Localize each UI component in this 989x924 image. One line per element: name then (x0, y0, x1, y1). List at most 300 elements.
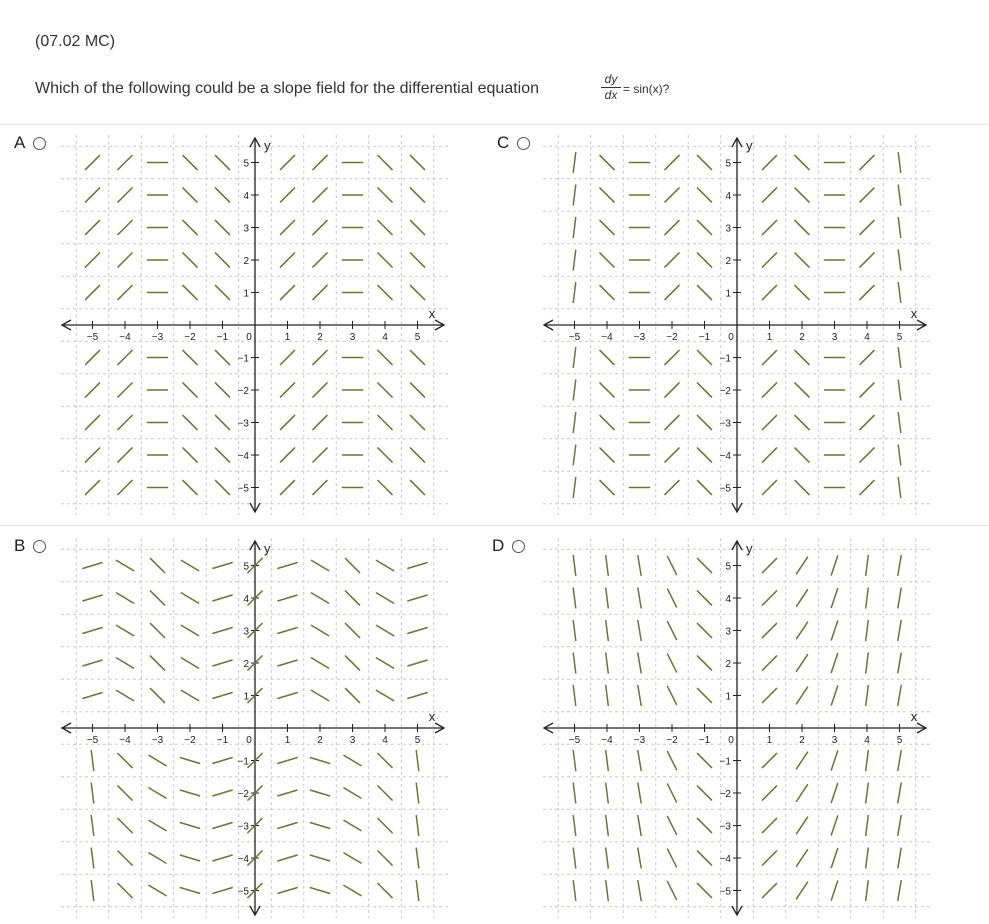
slope-segment (83, 595, 102, 601)
slope-segment (378, 480, 392, 494)
y-tick-label: 3 (725, 626, 731, 638)
slope-segment (665, 285, 679, 299)
choice-b[interactable] (14, 536, 46, 556)
slope-segment (638, 621, 641, 641)
choice-d-letter: D (492, 536, 505, 555)
slope-segment (600, 155, 614, 169)
slope-segment (180, 888, 199, 894)
slope-segment (215, 383, 229, 397)
slope-segment (280, 188, 294, 202)
slope-segment (796, 622, 807, 639)
slope-segment (313, 253, 327, 267)
y-tick-label: 5 (725, 561, 731, 573)
slope-segment (697, 220, 711, 234)
slope-segment (600, 285, 614, 299)
slope-segment (762, 883, 776, 897)
y-tick-label: 2 (243, 256, 249, 267)
slope-segment (150, 623, 164, 637)
slope-segment (310, 855, 329, 861)
x-tick-label: −5 (86, 332, 99, 343)
y-axis-label: y (746, 541, 753, 556)
y-tick-label: 4 (725, 594, 731, 605)
divider-middle (0, 525, 989, 526)
slope-segment (831, 654, 837, 673)
slope-segment (116, 560, 133, 570)
slope-segment (280, 155, 294, 169)
slope-segment (118, 285, 132, 299)
y-tick-label: 4 (243, 191, 249, 202)
slope-segment (573, 413, 575, 433)
x-tick-label: 2 (317, 735, 323, 746)
question-text: Which of the following could be a slope field for the differential equation (35, 80, 540, 97)
slope-segment (762, 558, 776, 572)
x-tick-label: 4 (864, 735, 870, 746)
slope-segment (668, 817, 677, 835)
slope-segment (410, 480, 424, 494)
slope-segment (665, 383, 679, 397)
x-tick-label: 4 (382, 735, 388, 746)
slope-segment (213, 563, 232, 569)
slope-segment (313, 480, 327, 494)
slope-segment (668, 752, 677, 770)
slope-segment (573, 445, 575, 465)
slope-segment (697, 285, 711, 299)
slope-segment (85, 383, 99, 397)
y-tick-label: 2 (725, 256, 731, 267)
slope-segment (697, 688, 711, 702)
slope-segment (697, 480, 711, 494)
slope-segment (280, 415, 294, 429)
x-tick-label: 1 (284, 332, 291, 343)
y-tick-label: −2 (719, 386, 731, 397)
x-tick-label: 2 (317, 332, 323, 343)
x-tick-label: 1 (766, 735, 773, 746)
slope-segment (313, 188, 327, 202)
slope-segment (898, 250, 900, 270)
slope-segment (213, 595, 232, 601)
y-tick-label: −3 (719, 418, 731, 430)
slope-segment (762, 656, 776, 670)
slope-segment (85, 415, 99, 429)
slope-segment (278, 823, 297, 829)
slope-segment (866, 783, 868, 803)
y-tick-label: −3 (719, 821, 731, 833)
slope-segment (860, 188, 874, 202)
slope-segment (898, 556, 901, 576)
slope-segment (313, 285, 327, 299)
slope-segment (606, 621, 608, 641)
slope-segment (898, 283, 900, 303)
slope-segment (416, 881, 418, 901)
x-tick-label: 3 (349, 735, 356, 746)
choice-c[interactable] (497, 133, 530, 153)
slope-segment (638, 881, 641, 901)
x-axis-label: x (428, 709, 436, 724)
y-tick-label: 1 (725, 288, 731, 300)
slope-segment (378, 285, 392, 299)
divider-top (0, 124, 989, 125)
y-tick-label: 4 (725, 191, 731, 202)
slope-segment (85, 285, 99, 299)
slope-segment (573, 185, 575, 205)
slope-segment (898, 816, 901, 836)
slope-segment (313, 155, 327, 169)
slope-segment (762, 285, 776, 299)
slope-segment (795, 188, 809, 202)
slope-segment (898, 783, 901, 803)
slope-segment (85, 253, 99, 267)
slope-segment (795, 155, 809, 169)
slope-segment (898, 653, 901, 673)
y-tick-label: −5 (237, 483, 249, 495)
slope-segment (697, 591, 711, 605)
slope-segment (83, 563, 102, 569)
slope-segment (215, 480, 229, 494)
slope-segment (600, 350, 614, 364)
slope-segment (665, 448, 679, 462)
slope-segment (606, 783, 608, 803)
slope-segment (118, 350, 132, 364)
slope-segment (762, 818, 776, 832)
slope-segment (762, 480, 776, 494)
slope-segment (91, 751, 93, 771)
slope-segment (831, 849, 837, 868)
y-tick-label: 1 (243, 288, 249, 300)
slope-segment (91, 783, 93, 803)
slope-segment (311, 658, 328, 668)
slope-segment (573, 621, 575, 641)
slope-segment (573, 283, 575, 303)
slope-segment (376, 593, 393, 603)
choice-a-radio[interactable] (33, 137, 46, 150)
slope-segment (278, 595, 297, 601)
slope-field-svg (55, 532, 455, 924)
x-tick-label: 2 (799, 332, 805, 343)
derivative-fraction (601, 72, 621, 103)
slope-segment (118, 851, 132, 865)
slope-segment (118, 415, 132, 429)
slope-segment (408, 563, 427, 569)
x-tick-label: −1 (698, 735, 711, 746)
slope-segment (860, 415, 874, 429)
slope-segment (638, 588, 641, 608)
slope-segment (215, 448, 229, 462)
slope-segment (310, 758, 329, 764)
slope-segment (280, 480, 294, 494)
y-tick-label: −5 (237, 886, 249, 898)
choice-a[interactable] (14, 133, 46, 153)
slope-segment (83, 660, 102, 666)
y-tick-label: 5 (725, 158, 731, 170)
x-tick-label: 3 (831, 735, 838, 746)
slope-segment (410, 188, 424, 202)
slope-segment (408, 595, 427, 601)
slope-segment (213, 693, 232, 699)
slope-segment (606, 816, 608, 836)
x-tick-label: −1 (698, 332, 711, 343)
choice-d-radio[interactable] (512, 540, 525, 553)
slope-segment (866, 686, 868, 706)
slope-segment (378, 350, 392, 364)
slope-field-svg (537, 129, 937, 521)
slope-segment (668, 882, 677, 900)
x-axis-label: x (910, 306, 918, 321)
slope-segment (665, 253, 679, 267)
slope-segment (665, 480, 679, 494)
x-tick-label: 1 (766, 332, 773, 343)
slope-segment (638, 783, 641, 803)
slope-segment (898, 686, 901, 706)
slope-segment (83, 693, 102, 699)
slope-segment (215, 188, 229, 202)
slope-segment (376, 625, 393, 635)
slope-segment (310, 888, 329, 894)
slope-segment (180, 855, 199, 861)
y-tick-label: 4 (243, 594, 249, 605)
slope-segment (638, 816, 641, 836)
slope-segment (378, 786, 392, 800)
slope-segment (213, 660, 232, 666)
slope-segment (573, 380, 575, 400)
slope-segment (149, 755, 166, 765)
slope-segment (378, 383, 392, 397)
slope-segment (410, 253, 424, 267)
slope-segment (762, 448, 776, 462)
slope-segment (408, 693, 427, 699)
slope-segment (762, 253, 776, 267)
slope-segment (795, 383, 809, 397)
x-tick-label: 2 (799, 735, 805, 746)
slope-segment (600, 480, 614, 494)
slope-segment (313, 415, 327, 429)
choice-d[interactable] (492, 536, 525, 556)
x-tick-label: 3 (831, 332, 838, 343)
slope-segment (410, 383, 424, 397)
slope-segment (410, 285, 424, 299)
slope-segment (668, 557, 677, 575)
slope-segment (278, 563, 297, 569)
slope-segment (762, 350, 776, 364)
slope-segment (378, 253, 392, 267)
slope-field-svg (537, 532, 937, 924)
slope-segment (183, 480, 197, 494)
y-tick-label: −4 (237, 854, 249, 865)
slope-field-svg (55, 129, 455, 521)
slope-segment (376, 560, 393, 570)
slope-segment (860, 285, 874, 299)
y-tick-label: −2 (237, 386, 249, 397)
slope-segment (378, 415, 392, 429)
x-axis-label: x (910, 709, 918, 724)
slope-segment (378, 851, 392, 865)
slope-segment (181, 625, 198, 635)
slope-segment (573, 348, 575, 368)
slope-segment (860, 448, 874, 462)
y-tick-label: −1 (237, 353, 249, 365)
x-axis-label: x (428, 306, 436, 321)
slope-segment (278, 855, 297, 861)
slope-segment (697, 415, 711, 429)
slope-segment (762, 688, 776, 702)
slope-segment (345, 558, 359, 572)
slope-segment (213, 790, 232, 796)
slope-segment (796, 687, 807, 704)
slope-segment (697, 818, 711, 832)
slope-segment (898, 153, 900, 173)
slope-segment (183, 448, 197, 462)
choice-b-radio[interactable] (33, 540, 46, 553)
slope-segment (573, 153, 575, 173)
slope-segment (898, 588, 901, 608)
slope-segment (795, 285, 809, 299)
slope-segment (280, 220, 294, 234)
slope-segment (573, 653, 575, 673)
slope-segment (116, 625, 133, 635)
y-tick-label: 3 (725, 223, 731, 235)
fraction-numerator: dy (601, 72, 621, 88)
slope-segment (118, 188, 132, 202)
x-tick-label: −3 (633, 735, 646, 746)
slope-segment (860, 383, 874, 397)
slope-segment (697, 558, 711, 572)
slope-segment (898, 348, 900, 368)
slope-field-d (537, 532, 937, 924)
slope-segment (606, 848, 608, 868)
slope-segment (91, 816, 93, 836)
slope-segment (278, 693, 297, 699)
slope-segment (606, 881, 608, 901)
slope-segment (118, 883, 132, 897)
slope-segment (665, 220, 679, 234)
slope-segment (376, 690, 393, 700)
slope-segment (762, 623, 776, 637)
slope-segment (898, 881, 901, 901)
slope-segment (866, 588, 868, 608)
slope-field-b (55, 532, 455, 924)
slope-segment (600, 253, 614, 267)
slope-segment (278, 628, 297, 634)
slope-segment (697, 883, 711, 897)
fraction-denominator: dx (604, 88, 618, 102)
slope-segment (665, 350, 679, 364)
slope-segment (606, 588, 608, 608)
slope-segment (278, 888, 297, 894)
slope-field-c (537, 129, 937, 521)
choice-b-letter: B (14, 536, 26, 555)
slope-segment (668, 589, 677, 607)
choice-c-radio[interactable] (517, 137, 530, 150)
slope-segment (606, 751, 608, 771)
slope-segment (280, 448, 294, 462)
x-tick-label: −2 (666, 735, 678, 746)
slope-segment (149, 788, 166, 798)
slope-segment (116, 658, 133, 668)
x-tick-label: 0 (728, 332, 734, 343)
slope-segment (668, 784, 677, 802)
slope-segment (378, 818, 392, 832)
slope-segment (213, 888, 232, 894)
x-tick-label: 1 (284, 735, 291, 746)
slope-segment (697, 155, 711, 169)
x-tick-label: 5 (896, 332, 903, 343)
slope-segment (215, 415, 229, 429)
y-tick-label: −2 (719, 789, 731, 800)
slope-segment (860, 480, 874, 494)
slope-segment (866, 881, 868, 901)
slope-segment (697, 786, 711, 800)
slope-segment (183, 285, 197, 299)
slope-segment (91, 848, 93, 868)
slope-segment (410, 448, 424, 462)
x-tick-label: −2 (666, 332, 678, 343)
y-tick-label: −5 (719, 886, 731, 898)
slope-segment (898, 380, 900, 400)
slope-segment (668, 622, 677, 640)
slope-segment (762, 188, 776, 202)
x-tick-label: 0 (246, 332, 252, 343)
slope-segment (344, 853, 361, 863)
slope-segment (410, 350, 424, 364)
slope-segment (378, 883, 392, 897)
x-tick-label: 0 (728, 735, 734, 746)
slope-segment (118, 448, 132, 462)
slope-segment (860, 350, 874, 364)
slope-segment (181, 593, 198, 603)
slope-segment (795, 253, 809, 267)
slope-segment (150, 656, 164, 670)
slope-segment (345, 688, 359, 702)
slope-segment (898, 751, 901, 771)
slope-segment (215, 220, 229, 234)
slope-segment (149, 820, 166, 830)
x-tick-label: −5 (86, 735, 99, 746)
slope-segment (280, 285, 294, 299)
slope-segment (416, 816, 418, 836)
slope-segment (215, 285, 229, 299)
y-axis-label: y (264, 138, 271, 153)
slope-segment (410, 155, 424, 169)
slope-segment (344, 755, 361, 765)
slope-segment (118, 383, 132, 397)
slope-segment (378, 220, 392, 234)
slope-segment (378, 448, 392, 462)
slope-segment (860, 253, 874, 267)
slope-segment (313, 383, 327, 397)
slope-segment (183, 220, 197, 234)
slope-segment (600, 220, 614, 234)
slope-segment (85, 155, 99, 169)
x-tick-label: −4 (119, 735, 131, 746)
slope-segment (416, 783, 418, 803)
slope-segment (866, 556, 868, 576)
slope-segment (376, 658, 393, 668)
y-tick-label: −3 (237, 418, 249, 430)
y-axis-label: y (264, 541, 271, 556)
x-tick-label: −4 (601, 332, 613, 343)
slope-segment (573, 816, 575, 836)
choice-c-letter: C (497, 133, 510, 152)
slope-segment (180, 823, 199, 829)
slope-segment (310, 790, 329, 796)
slope-segment (697, 656, 711, 670)
slope-segment (408, 628, 427, 634)
slope-segment (762, 786, 776, 800)
slope-segment (378, 753, 392, 767)
slope-segment (697, 623, 711, 637)
slope-segment (600, 415, 614, 429)
slope-segment (573, 556, 575, 576)
x-tick-label: 5 (896, 735, 903, 746)
